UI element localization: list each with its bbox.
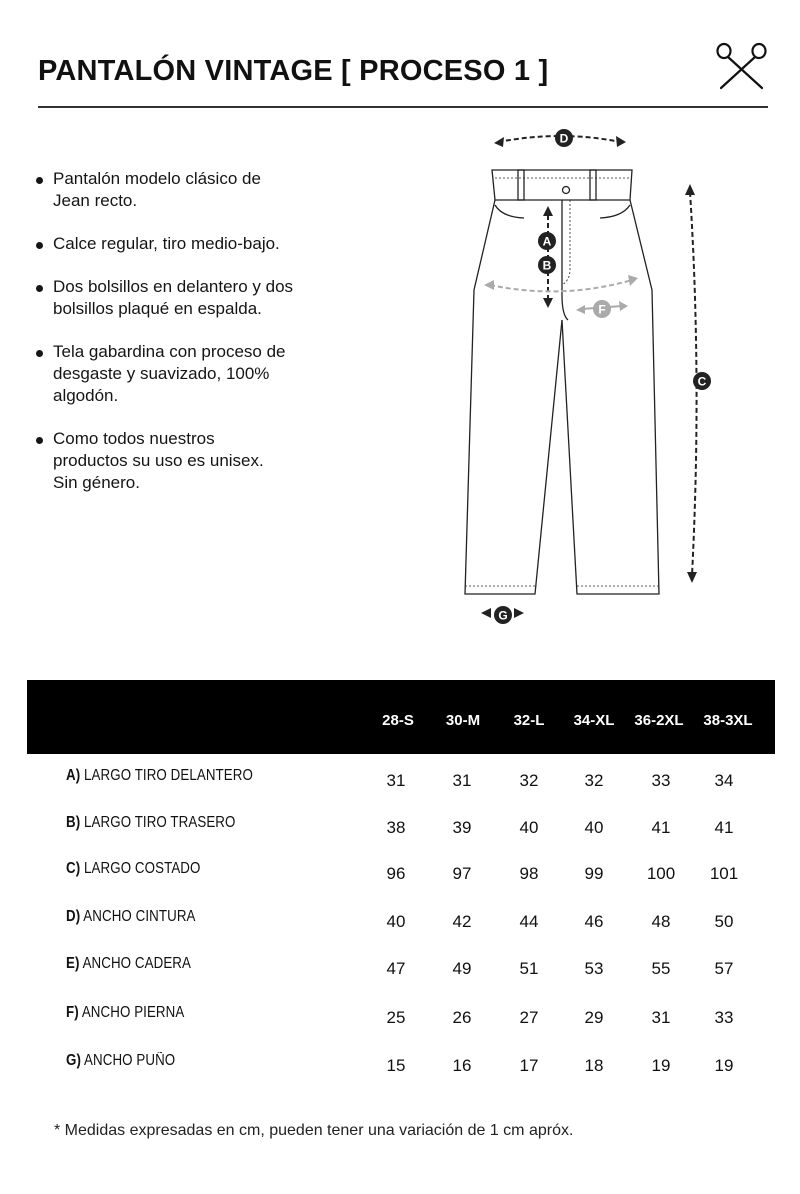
measure-value-cell: 49: [452, 959, 472, 978]
measure-row-label: [66, 955, 191, 973]
measure-value-cell: 34: [714, 771, 734, 790]
measure-name: ANCHO CINTURA: [83, 908, 196, 925]
measure-value-cell: 53: [584, 959, 604, 978]
size-header-cell: 32-L: [513, 712, 545, 729]
measure-value-cell: 44: [519, 912, 539, 931]
measure-key: C): [66, 860, 81, 877]
pants-outline-icon: [465, 170, 659, 594]
measure-value-cell: 46: [584, 912, 604, 931]
pants-diagram: [440, 120, 740, 640]
measure-value-cell: 17: [519, 1056, 539, 1075]
measure-value-cell: 40: [584, 818, 604, 837]
measure-value-cell: 31: [386, 771, 406, 790]
measure-value-cell: 40: [519, 818, 539, 837]
measure-name: ANCHO PIERNA: [81, 1004, 185, 1021]
measure-value-cell: 38: [386, 818, 406, 837]
measure-value-cell: 97: [452, 864, 472, 883]
size-header-cell: 34-XL: [573, 712, 615, 729]
header-divider: [38, 106, 768, 108]
size-header-cell: 28-S: [382, 712, 414, 729]
measure-value-cell: 32: [519, 771, 539, 790]
measure-key: B): [66, 814, 81, 831]
measure-value-cell: 51: [519, 959, 539, 978]
measure-value-cell: 101: [709, 864, 739, 883]
marker-a-label: A: [542, 234, 552, 249]
measure-value-cell: 31: [452, 771, 472, 790]
measure-value-cell: 57: [714, 959, 734, 978]
feature-item: Dos bolsillos en delantero y dos bolsillos plaqué en espalda.: [34, 276, 344, 320]
measure-row-label: [66, 860, 200, 878]
measure-value-cell: 100: [646, 864, 676, 883]
marker-e-arrow: [490, 280, 632, 291]
measure-value-cell: 41: [714, 818, 734, 837]
measure-key: A): [66, 767, 81, 784]
scissors-icon: [714, 40, 770, 90]
measure-value-cell: 25: [386, 1008, 406, 1027]
bullet-icon: [36, 242, 43, 249]
measure-name: ANCHO CADERA: [82, 955, 191, 972]
measure-row-label: [66, 1004, 184, 1022]
bullet-icon: [36, 177, 43, 184]
measure-name: LARGO TIRO DELANTERO: [84, 767, 253, 784]
measure-value-cell: 50: [714, 912, 734, 931]
measure-key: E): [66, 955, 80, 972]
measure-value-cell: 33: [651, 771, 671, 790]
marker-f-label: F: [598, 302, 606, 317]
measure-value-cell: 29: [584, 1008, 604, 1027]
feature-item: Tela gabardina con proceso de desgaste y suavizado, 100% algodón.: [34, 341, 344, 407]
page-title: PANTALÓN VINTAGE [ PROCESO 1 ]: [38, 55, 549, 87]
measure-value-cell: 96: [386, 864, 406, 883]
measure-name: ANCHO PUÑO: [84, 1052, 176, 1069]
measure-value-cell: 41: [651, 818, 671, 837]
feature-item: Calce regular, tiro medio-bajo.: [34, 233, 344, 255]
measure-row-label: [66, 908, 196, 926]
size-header-cell: 36-2XL: [634, 712, 684, 729]
measure-row-label: [66, 767, 253, 785]
measure-row-label: [66, 814, 235, 832]
marker-b-label: B: [542, 258, 552, 273]
bullet-icon: [36, 350, 43, 357]
measure-value-cell: 32: [584, 771, 604, 790]
measure-key: G): [66, 1052, 81, 1069]
measure-value-cell: 27: [519, 1008, 539, 1027]
size-header-cell: 30-M: [445, 712, 481, 729]
measure-value-cell: 48: [651, 912, 671, 931]
bullet-icon: [36, 285, 43, 292]
size-header-cell: 38-3XL: [703, 712, 753, 729]
measure-value-cell: 42: [452, 912, 472, 931]
measure-value-cell: 18: [584, 1056, 604, 1075]
measure-value-cell: 40: [386, 912, 406, 931]
measure-value-cell: 33: [714, 1008, 734, 1027]
measure-value-cell: 39: [452, 818, 472, 837]
measure-value-cell: 19: [651, 1056, 671, 1075]
measure-key: F): [66, 1004, 79, 1021]
measure-value-cell: 47: [386, 959, 406, 978]
measure-value-cell: 19: [714, 1056, 734, 1075]
marker-c-label: C: [697, 374, 707, 389]
footnote: * Medidas expresadas en cm, pueden tener una variación de 1 cm apróx.: [54, 1122, 574, 1139]
marker-g-label: G: [498, 608, 508, 623]
measure-value-cell: 16: [452, 1056, 472, 1075]
marker-d-label: D: [559, 131, 569, 146]
feature-list: [34, 168, 344, 515]
measure-value-cell: 26: [452, 1008, 472, 1027]
measure-value-cell: 98: [519, 864, 539, 883]
feature-item: Pantalón modelo clásico de Jean recto.: [34, 168, 344, 212]
measure-value-cell: 31: [651, 1008, 671, 1027]
measure-name: LARGO TIRO TRASERO: [84, 814, 236, 831]
bullet-icon: [36, 437, 43, 444]
measure-value-cell: 99: [584, 864, 604, 883]
measure-row-label: [66, 1052, 175, 1070]
measure-key: D): [66, 908, 81, 925]
measure-value-cell: 15: [386, 1056, 406, 1075]
measure-name: LARGO COSTADO: [84, 860, 201, 877]
measure-value-cell: 55: [651, 959, 671, 978]
feature-item: Como todos nuestros productos su uso es unisex. Sin género.: [34, 428, 344, 494]
